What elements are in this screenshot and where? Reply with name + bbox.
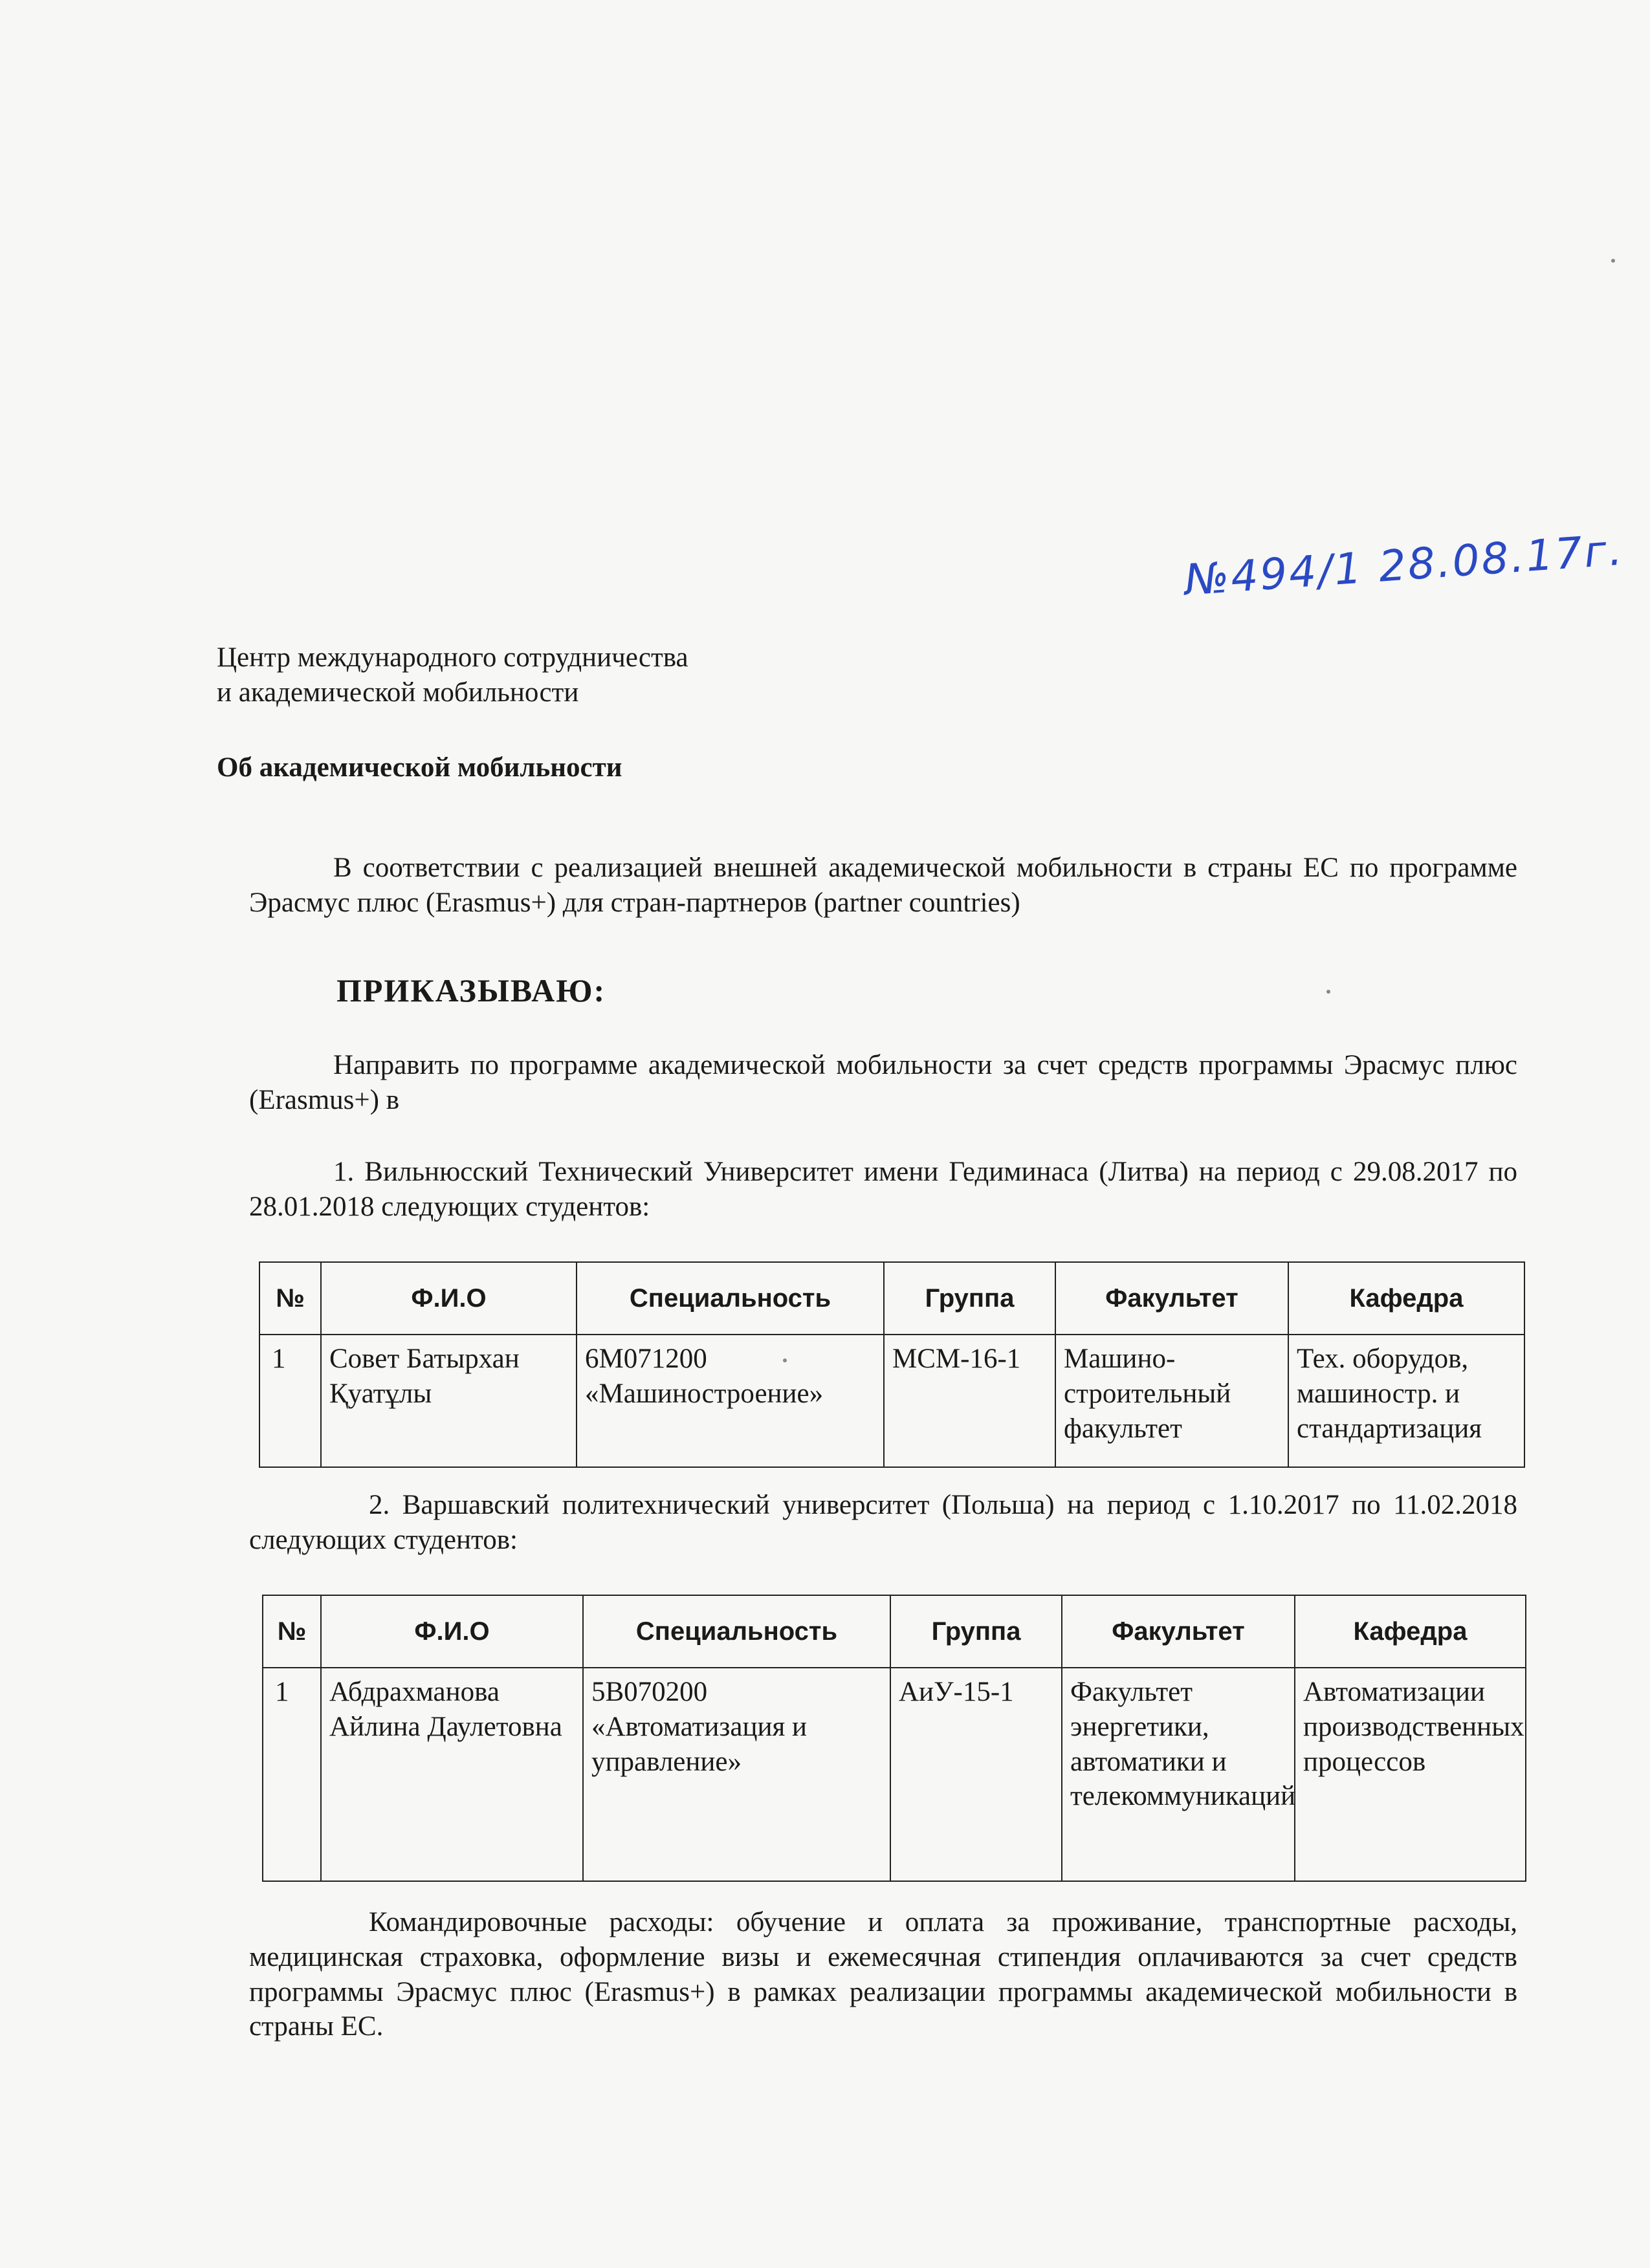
scan-speck [1326, 990, 1330, 994]
students-table-2 [262, 1595, 1526, 1882]
header-num: № [263, 1595, 321, 1668]
scan-speck [1611, 259, 1615, 263]
section-1-text: 1. Вильнюсский Технический Университет имени Гедиминаса (Литва) на период с 29.08.2017 по 28.01.2018 следующих студентов: [249, 1157, 1517, 1222]
header-name: Ф.И.О [321, 1595, 583, 1668]
cell-name: Совет Батырхан Қуатұлы [321, 1335, 577, 1467]
intro-paragraph [249, 851, 1517, 921]
table-header-row [259, 1262, 1524, 1335]
header-faculty: Факультет [1055, 1262, 1288, 1335]
cell-num: 1 [263, 1668, 321, 1881]
cell-faculty: Факультет энергетики, автоматики и телекоммуникаций [1062, 1668, 1295, 1881]
intro-text: В соответствии с реализацией внешней академической мобильности в страны ЕС по программе Эрасмус плюс (Erasmus+) для стран-партнеров (partner countries) [249, 853, 1517, 918]
header-group: Группа [890, 1595, 1062, 1668]
expenses-text: Командировочные расходы: обучение и оплата за проживание, транспортные расходы, медицинская страховка, оформление визы и ежемесячная стипендия оплачиваются за счет средств программы Эрасмус плюс (Erasmus+) в рамках реализации программы академической мобильности в страны ЕС. [249, 1907, 1517, 2042]
cell-department: Тех. оборудов, машиностр. и стандартизация [1288, 1335, 1524, 1467]
department-line-1: Центр международного сотрудничества [217, 642, 688, 673]
table-header-row [263, 1595, 1526, 1668]
cell-group: МСМ-16-1 [884, 1335, 1055, 1467]
cell-department: Автоматизации производственных процессов [1295, 1668, 1526, 1881]
cell-specialty: 6М071200 «Машиностроение» [577, 1335, 884, 1467]
cell-group: АиУ-15-1 [890, 1668, 1062, 1881]
section-2-text: 2. Варшавский политехнический университет (Польша) на период с 1.10.2017 по 11.02.2018 следующих студентов: [249, 1490, 1517, 1555]
direct-text: Направить по программе академической мобильности за счет средств программы Эрасмус плюс (Erasmus+) в [249, 1050, 1517, 1115]
section-2-paragraph [249, 1488, 1517, 1558]
document-subject: Об академической мобильности [217, 752, 622, 783]
header-group: Группа [884, 1262, 1055, 1335]
students-table-1 [259, 1261, 1525, 1468]
header-name: Ф.И.О [321, 1262, 577, 1335]
scan-speck [783, 1358, 787, 1362]
header-faculty: Факультет [1062, 1595, 1295, 1668]
table-row [259, 1335, 1524, 1467]
cell-specialty: 5В070200 «Автоматизация и управление» [583, 1668, 890, 1881]
handwritten-registration-number: №494/1 28.08.17г. [1183, 525, 1626, 605]
order-heading: ПРИКАЗЫВАЮ: [336, 972, 606, 1009]
table-row [263, 1668, 1526, 1881]
header-department: Кафедра [1295, 1595, 1526, 1668]
department-heading [217, 640, 929, 710]
cell-num: 1 [259, 1335, 321, 1467]
header-specialty: Специальность [583, 1595, 890, 1668]
cell-name: Абдрахманова Айлина Даулетовна [321, 1668, 583, 1881]
section-1-paragraph [249, 1155, 1517, 1225]
header-num: № [259, 1262, 321, 1335]
cell-faculty: Машино-строительный факультет [1055, 1335, 1288, 1467]
department-line-2: и академической мобильности [217, 677, 579, 708]
expenses-paragraph [249, 1905, 1517, 2044]
direct-paragraph [249, 1048, 1517, 1118]
header-department: Кафедра [1288, 1262, 1524, 1335]
header-specialty: Специальность [577, 1262, 884, 1335]
